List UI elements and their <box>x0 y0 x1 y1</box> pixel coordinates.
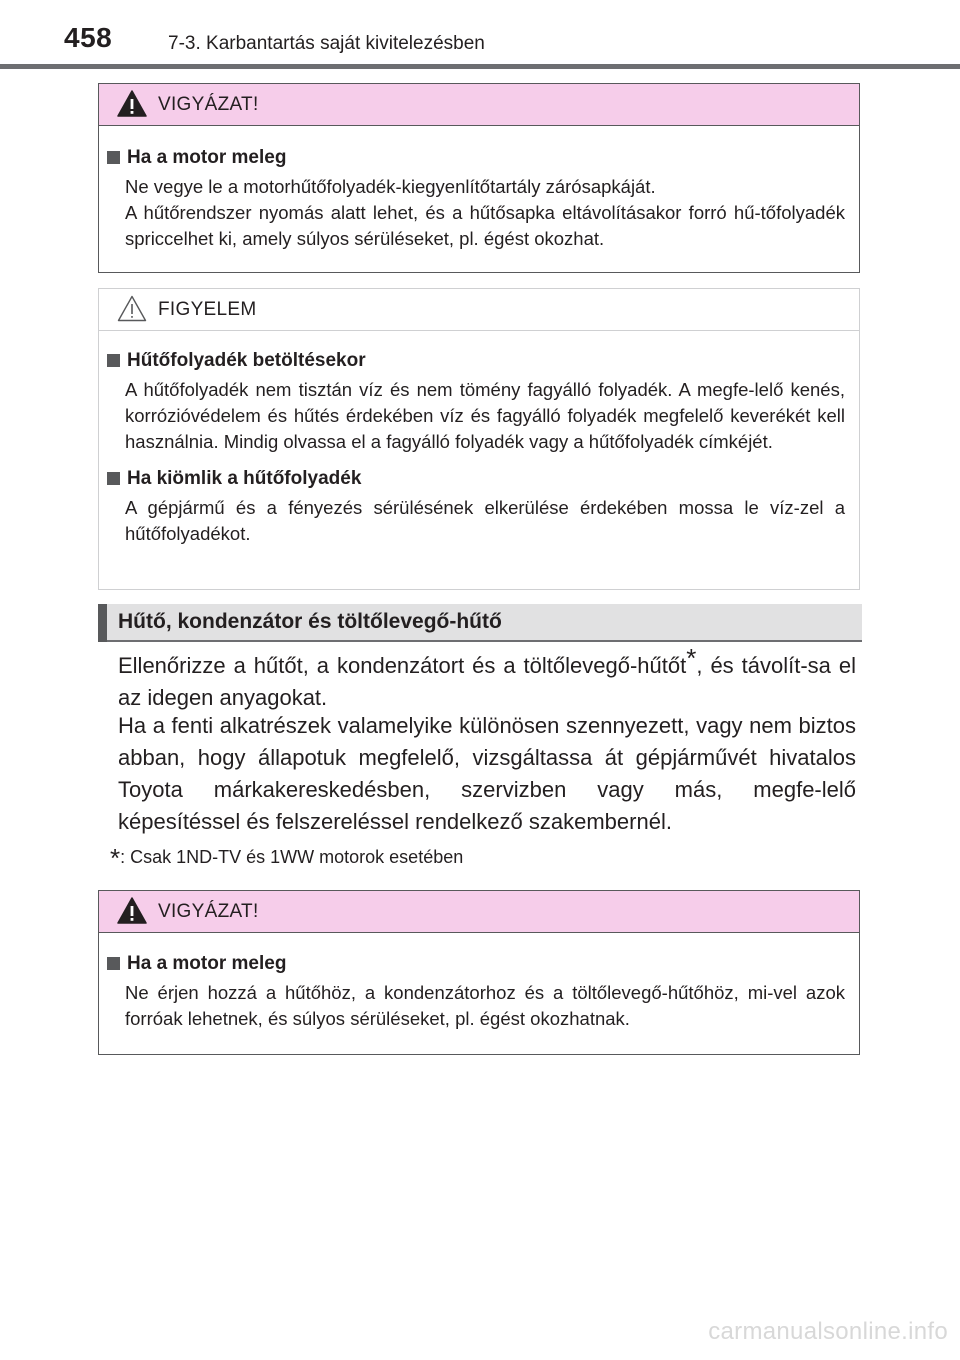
warning-box-header <box>99 891 859 933</box>
warning-box <box>98 83 860 273</box>
section-title: 7-3. Karbantartás saját kivitelezésben <box>168 33 485 54</box>
bullet-square-icon <box>107 957 120 970</box>
caution-box-header <box>99 289 859 331</box>
caution-item-title: Ha kiömlik a hűtőfolyadék <box>103 467 845 491</box>
warning-item-text: Ne érjen hozzá a hűtőhöz, a kondenzátorhoz és a töltőlevegő-hűtőhöz, mi-vel azok forróak lehetnek, és súlyos sérüléseket, pl. égést okozhatnak. <box>125 982 845 1029</box>
warning-triangle-icon <box>117 897 147 924</box>
caution-item-text: A gépjármű és a fényezés sérülésének elkerülése érdekében mossa le víz-zel a hűtőfolyadékot. <box>125 497 845 544</box>
page-number: 458 <box>64 22 113 53</box>
section-heading <box>98 604 862 642</box>
bullet-square-icon <box>107 472 120 485</box>
warning-label: VIGYÁZAT! <box>158 94 259 115</box>
warning-item-text: Ne vegye le a motorhűtőfolyadék-kiegyenlítőtartály zárósapkáját. A hűtőrendszer nyomás alatt lehet, és a hűtősapka eltávolításakor forró hű-tőfolyadék spriccelhet ki, amely súlyos sérüléseket, pl. égést okozhat. <box>125 176 845 249</box>
body-paragraph: Ha a fenti alkatrészek valamelyike különösen szennyezett, vagy nem biztos abban, hogy állapotuk megfelelő, vizsgáltassa át gépjárművét hivatalos Toyota márkakereskedésben, szervizben vagy más, megfe-lelő képesítéssel és felszereléssel rendelkező szakembernél. <box>118 713 856 834</box>
caution-item-title: Hűtőfolyadék betöltésekor <box>103 349 845 373</box>
caution-label: FIGYELEM <box>158 299 257 320</box>
heading-accent <box>98 604 107 642</box>
warning-box-header <box>99 84 859 126</box>
warning-item-title: Ha a motor meleg <box>103 952 845 976</box>
caution-triangle-icon <box>117 295 147 322</box>
section-heading-text: Hűtő, kondenzátor és töltőlevegő-hűtő <box>118 610 502 633</box>
warning-box <box>98 890 860 1055</box>
footnote: *: Csak 1ND-TV és 1WW motorok esetében <box>110 843 464 873</box>
header-rule <box>0 64 960 69</box>
watermark: carmanualsonline.info <box>708 1318 948 1345</box>
warning-label: VIGYÁZAT! <box>158 901 259 922</box>
caution-box <box>98 288 860 590</box>
body-paragraph: Ellenőrizze a hűtőt, a kondenzátort és a töltőlevegő-hűtőt*, és távolít-sa el az idegen anyagokat. <box>118 643 856 710</box>
asterisk-mark: * <box>686 643 697 673</box>
footnote-asterisk: * <box>110 843 121 873</box>
bullet-square-icon <box>107 354 120 367</box>
bullet-square-icon <box>107 151 120 164</box>
warning-triangle-icon <box>117 90 147 117</box>
caution-item-text: A hűtőfolyadék nem tisztán víz és nem tömény fagyálló folyadék. A megfe-lelő kenés, korrózióvédelem és hűtés érdekében víz és fagyálló folyadék megfelelő keverékét kell használnia. Mindig olvassa el a fagyálló folyadék vagy a hűtőfolyadék címkéjét. <box>125 379 845 452</box>
warning-item-title: Ha a motor meleg <box>103 146 845 170</box>
